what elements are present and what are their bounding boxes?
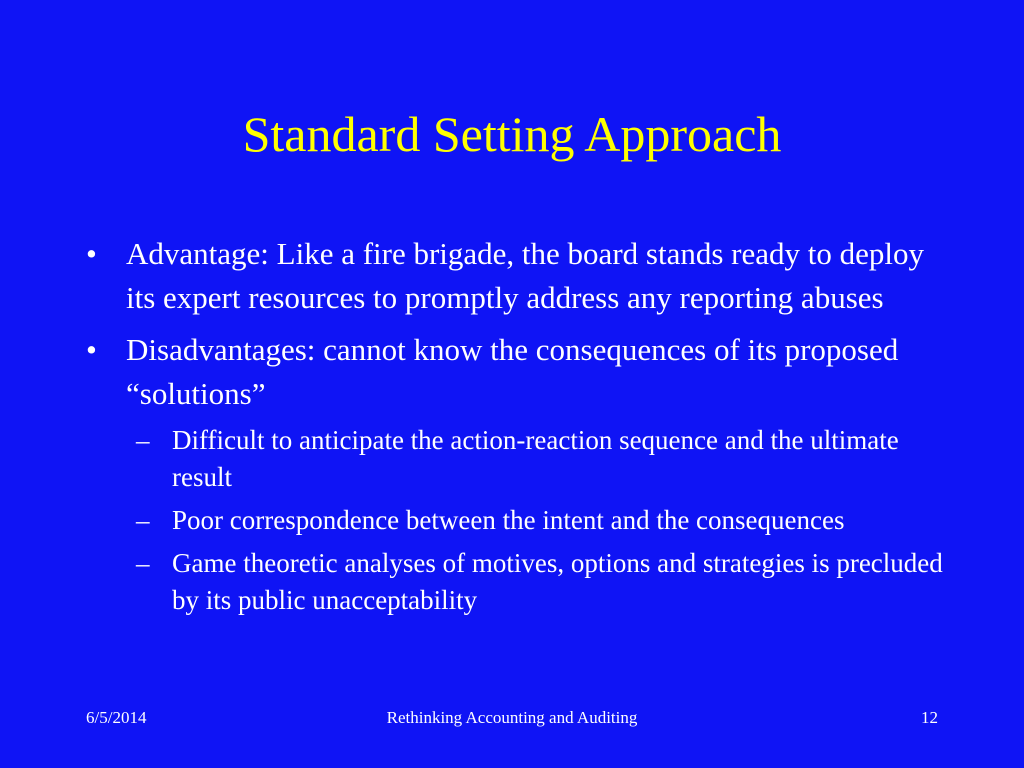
sub-bullet-text: Difficult to anticipate the action-reaction sequence and the ultimate result xyxy=(172,425,899,492)
slide-title: Standard Setting Approach xyxy=(242,106,782,162)
sub-bullet-anticipate xyxy=(136,422,956,496)
bullet-list xyxy=(86,232,946,621)
footer-title: Rethinking Accounting and Auditing xyxy=(386,708,638,727)
bullet-advantage xyxy=(86,232,946,320)
sub-bullet-correspondence xyxy=(136,502,956,539)
sub-bullet-text: Poor correspondence between the intent and the consequences xyxy=(172,505,845,535)
bullet-text: Disadvantages: cannot know the consequences of its proposed “solutions” xyxy=(126,332,899,411)
sub-bullet-text: Game theoretic analyses of motives, options and strategies is precluded by its public unacceptability xyxy=(172,548,943,615)
page-number: 12 xyxy=(921,708,938,727)
sub-bullet-list xyxy=(136,422,956,619)
bullet-text: Advantage: Like a fire brigade, the board stands ready to deploy its expert resources to promptly address any reporting abuses xyxy=(126,236,924,315)
sub-bullet-marker: – xyxy=(136,425,150,455)
sub-bullet-game-theory xyxy=(136,545,956,619)
footer-date: 6/5/2014 xyxy=(86,708,147,727)
sub-bullet-marker: – xyxy=(136,548,150,578)
sub-bullet-marker: – xyxy=(136,505,150,535)
bullet-marker: • xyxy=(86,332,97,367)
bullet-marker: • xyxy=(86,236,97,271)
bullet-disadvantages xyxy=(86,328,946,613)
